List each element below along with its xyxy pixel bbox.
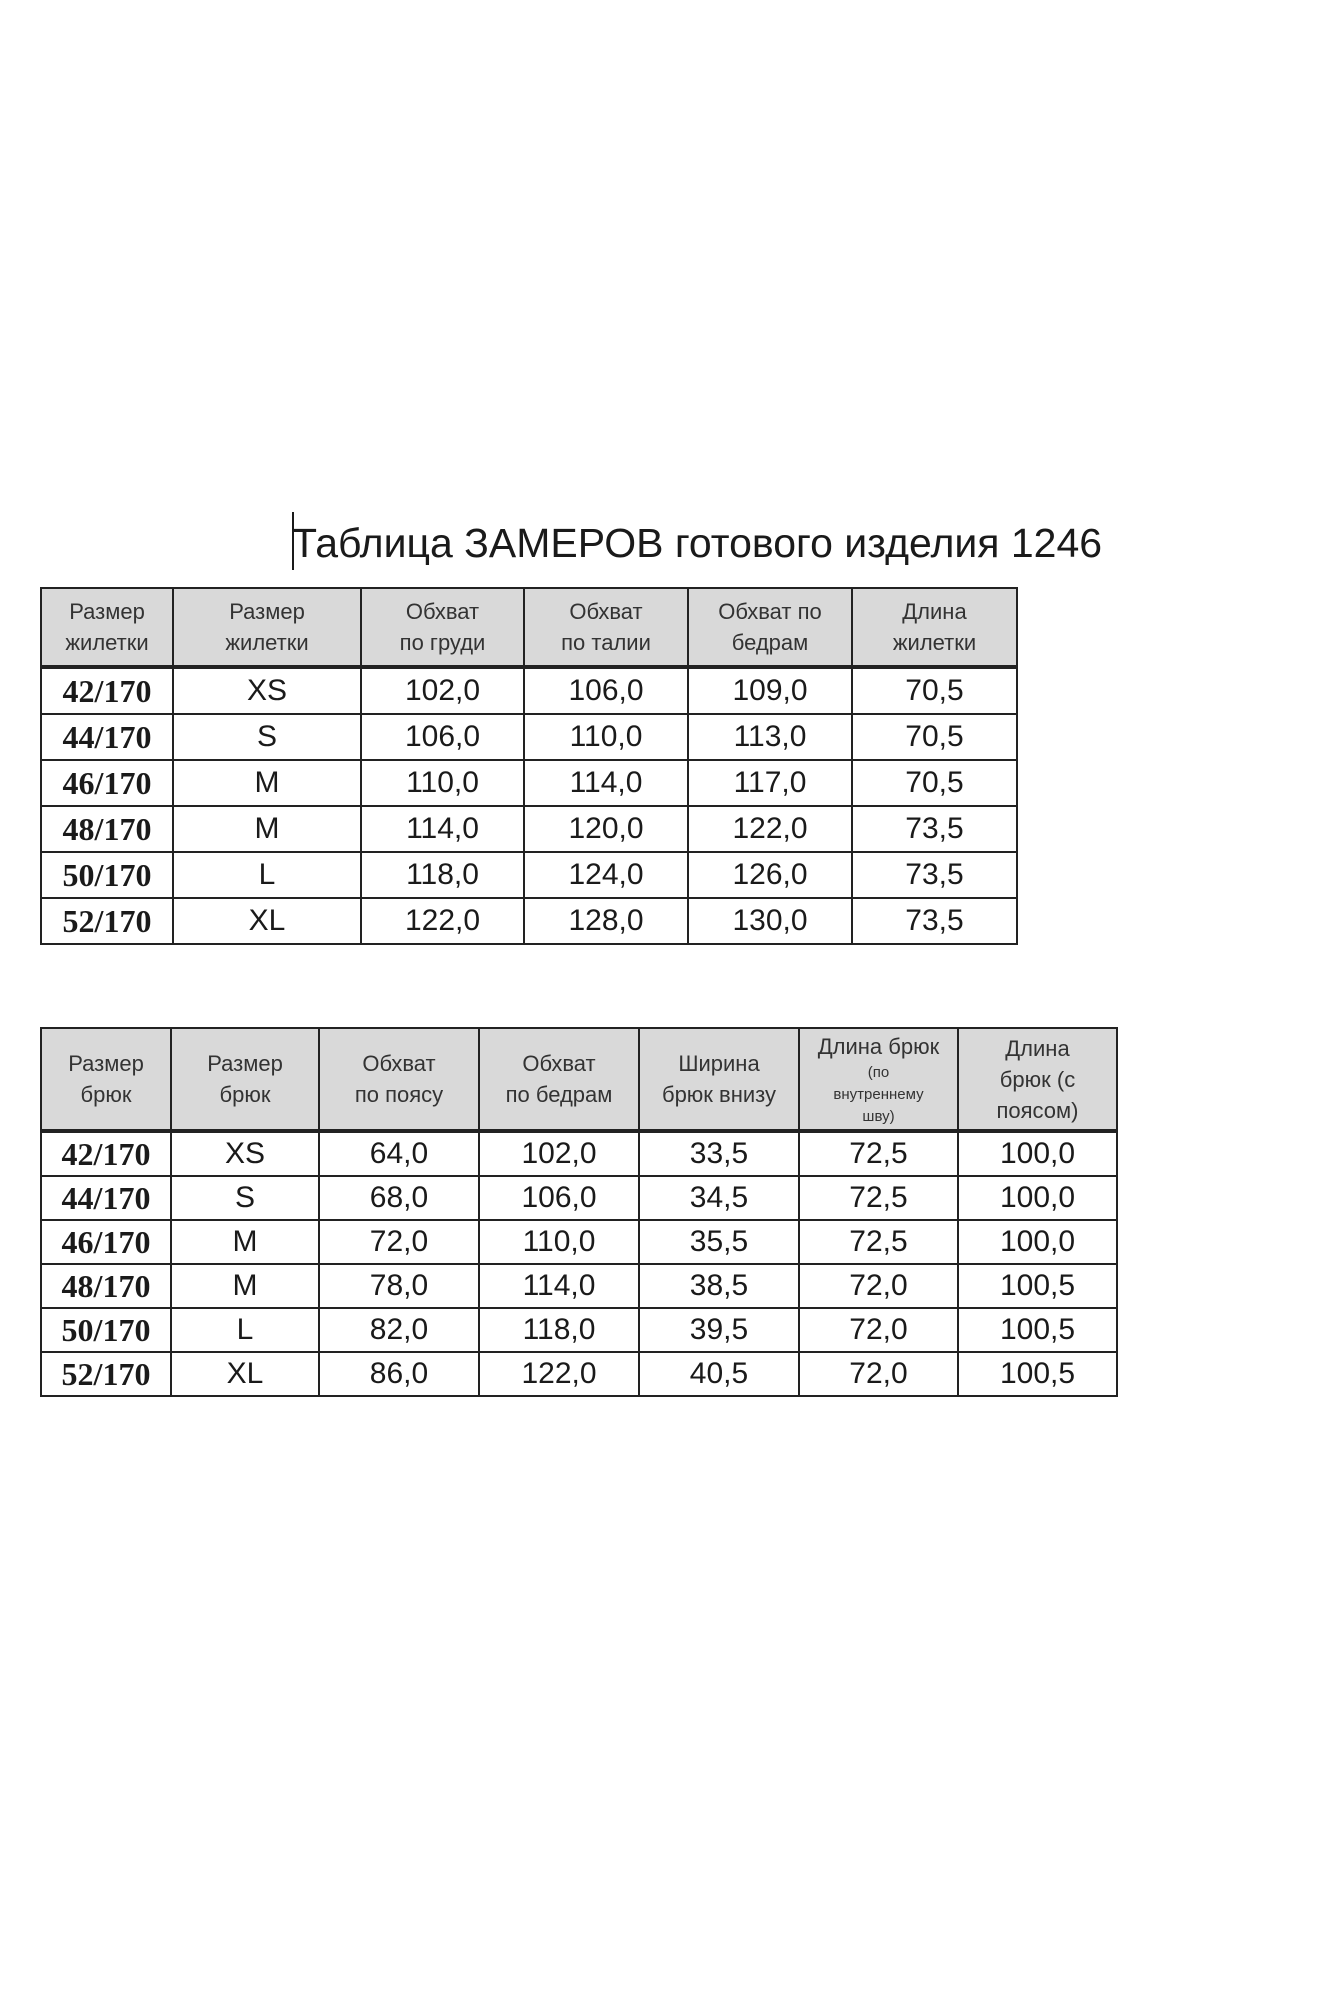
page-title: Таблица ЗАМЕРОВ готового изделия 1246 xyxy=(292,520,1103,566)
table-cell: 100,0 xyxy=(958,1176,1117,1220)
header-cell: Длина брюк (с поясом) xyxy=(958,1028,1117,1131)
table-cell: 46/170 xyxy=(41,760,173,806)
table-cell: 48/170 xyxy=(41,806,173,852)
table-cell: 100,5 xyxy=(958,1308,1117,1352)
table-cell: 100,0 xyxy=(958,1220,1117,1264)
table-cell: 72,0 xyxy=(799,1352,958,1396)
table-cell: 64,0 xyxy=(319,1131,479,1176)
table-row xyxy=(41,714,1017,760)
table-cell: 44/170 xyxy=(41,1176,171,1220)
table-row xyxy=(41,1308,1117,1352)
table-cell: 70,5 xyxy=(852,760,1017,806)
table-cell: 73,5 xyxy=(852,806,1017,852)
table-row xyxy=(41,898,1017,944)
table-cell: 44/170 xyxy=(41,714,173,760)
table-cell: 110,0 xyxy=(361,760,524,806)
table-cell: L xyxy=(171,1308,319,1352)
table-row xyxy=(41,806,1017,852)
table-cell: 102,0 xyxy=(479,1131,639,1176)
table-cell: 126,0 xyxy=(688,852,852,898)
table-cell: 130,0 xyxy=(688,898,852,944)
table-cell: 124,0 xyxy=(524,852,688,898)
table-cell: M xyxy=(171,1264,319,1308)
header-cell: Размер жилетки xyxy=(41,588,173,667)
table-cell: 73,5 xyxy=(852,898,1017,944)
table-cell: 72,0 xyxy=(799,1308,958,1352)
header-cell: Размер жилетки xyxy=(173,588,361,667)
table-cell: L xyxy=(173,852,361,898)
table-cell: 82,0 xyxy=(319,1308,479,1352)
table-cell: XL xyxy=(171,1352,319,1396)
header-cell: Размер брюк xyxy=(171,1028,319,1131)
table-cell: 50/170 xyxy=(41,1308,171,1352)
header-cell: Обхват по груди xyxy=(361,588,524,667)
table-cell: 113,0 xyxy=(688,714,852,760)
table-cell: M xyxy=(173,806,361,852)
table-row xyxy=(41,1220,1117,1264)
table-cell: 128,0 xyxy=(524,898,688,944)
table-cell: 86,0 xyxy=(319,1352,479,1396)
table-cell: M xyxy=(171,1220,319,1264)
table-cell: 42/170 xyxy=(41,1131,171,1176)
header-cell: Длина жилетки xyxy=(852,588,1017,667)
table-cell: 38,5 xyxy=(639,1264,799,1308)
header-cell: Длина брюк (по внутреннему шву) xyxy=(799,1028,958,1131)
table-row xyxy=(41,1131,1117,1176)
table-cell: 72,5 xyxy=(799,1131,958,1176)
table-cell: 122,0 xyxy=(479,1352,639,1396)
table-cell: 122,0 xyxy=(688,806,852,852)
table-cell: 72,5 xyxy=(799,1220,958,1264)
table-cell: 72,0 xyxy=(319,1220,479,1264)
table-cell: XS xyxy=(173,667,361,714)
table-cell: 114,0 xyxy=(479,1264,639,1308)
header-cell: Обхват по поясу xyxy=(319,1028,479,1131)
table-cell: 50/170 xyxy=(41,852,173,898)
table-cell: 68,0 xyxy=(319,1176,479,1220)
table-header-row xyxy=(41,588,1017,667)
table-cell: 106,0 xyxy=(361,714,524,760)
table-cell: 106,0 xyxy=(479,1176,639,1220)
table-cell: M xyxy=(173,760,361,806)
table-row xyxy=(41,1264,1117,1308)
header-cell: Обхват по талии xyxy=(524,588,688,667)
table-row xyxy=(41,1176,1117,1220)
table-cell: 106,0 xyxy=(524,667,688,714)
table-cell: 48/170 xyxy=(41,1264,171,1308)
table-cell: 120,0 xyxy=(524,806,688,852)
table-cell: 70,5 xyxy=(852,714,1017,760)
table-cell: 33,5 xyxy=(639,1131,799,1176)
table-cell: 52/170 xyxy=(41,898,173,944)
header-cell: Ширина брюк внизу xyxy=(639,1028,799,1131)
header-cell: Размер брюк xyxy=(41,1028,171,1131)
table-cell: 100,5 xyxy=(958,1352,1117,1396)
pants-measurements-table xyxy=(40,1027,1118,1397)
table-row xyxy=(41,1352,1117,1396)
table-cell: 100,0 xyxy=(958,1131,1117,1176)
table-header-row xyxy=(41,1028,1117,1131)
table-cell: 46/170 xyxy=(41,1220,171,1264)
table-row xyxy=(41,667,1017,714)
table-cell: 117,0 xyxy=(688,760,852,806)
header-cell: Обхват по бедрам xyxy=(688,588,852,667)
table-cell: 72,5 xyxy=(799,1176,958,1220)
table-cell: 35,5 xyxy=(639,1220,799,1264)
table-cell: XS xyxy=(171,1131,319,1176)
table-cell: 73,5 xyxy=(852,852,1017,898)
table-cell: 122,0 xyxy=(361,898,524,944)
table-cell: 72,0 xyxy=(799,1264,958,1308)
table-cell: 102,0 xyxy=(361,667,524,714)
table-cell: 110,0 xyxy=(479,1220,639,1264)
table-cell: 118,0 xyxy=(361,852,524,898)
vest-measurements-table xyxy=(40,587,1018,945)
table-cell: S xyxy=(171,1176,319,1220)
table-cell: 42/170 xyxy=(41,667,173,714)
table-cell: 114,0 xyxy=(361,806,524,852)
table-cell: 70,5 xyxy=(852,667,1017,714)
table-row xyxy=(41,852,1017,898)
header-cell: Обхват по бедрам xyxy=(479,1028,639,1131)
table-cell: 118,0 xyxy=(479,1308,639,1352)
table-cell: 40,5 xyxy=(639,1352,799,1396)
table-cell: XL xyxy=(173,898,361,944)
table-row xyxy=(41,760,1017,806)
table-cell: 109,0 xyxy=(688,667,852,714)
table-cell: 100,5 xyxy=(958,1264,1117,1308)
table-cell: 39,5 xyxy=(639,1308,799,1352)
table-cell: S xyxy=(173,714,361,760)
table-cell: 52/170 xyxy=(41,1352,171,1396)
table-cell: 114,0 xyxy=(524,760,688,806)
table-cell: 110,0 xyxy=(524,714,688,760)
table-cell: 34,5 xyxy=(639,1176,799,1220)
table-cell: 78,0 xyxy=(319,1264,479,1308)
